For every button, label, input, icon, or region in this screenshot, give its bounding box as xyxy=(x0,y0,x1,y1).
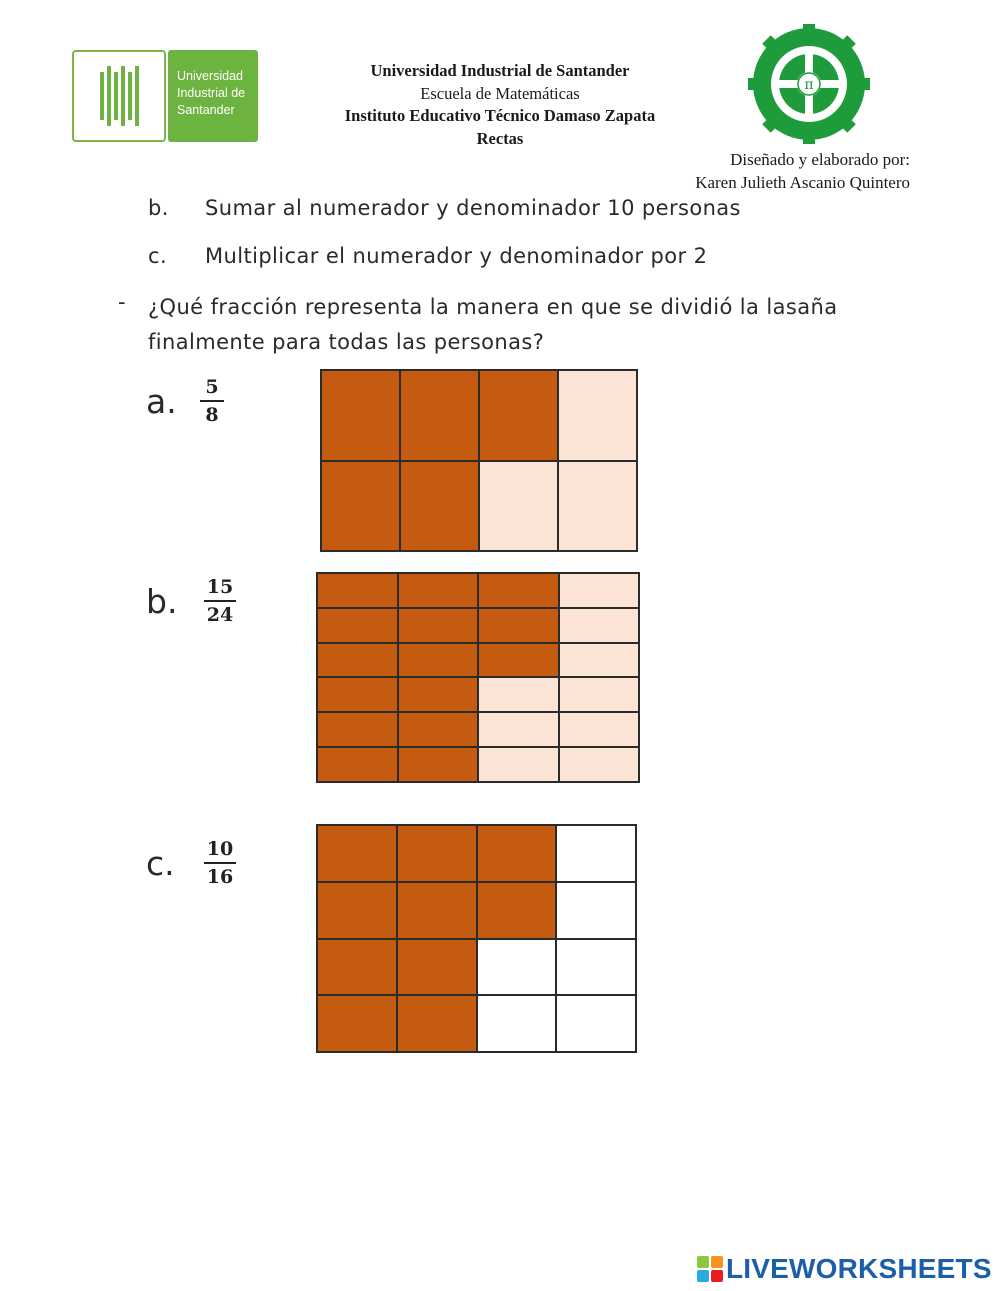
grid-cell-shaded xyxy=(318,748,397,781)
grid-cell-unshaded xyxy=(557,883,635,938)
grid-cell-unshaded xyxy=(478,940,556,995)
grid-cell-unshaded xyxy=(559,462,636,551)
fraction-grid-c[interactable] xyxy=(316,824,637,1053)
grid-cell-unshaded xyxy=(479,678,558,711)
fraction-numerator: 5 xyxy=(205,376,219,398)
grid-cell-unshaded xyxy=(480,462,557,551)
grid-cell-shaded xyxy=(398,940,476,995)
grid-cell-shaded xyxy=(318,574,397,607)
uis-logo-text xyxy=(168,50,258,142)
grid-cell-unshaded xyxy=(560,644,639,677)
grid-cell-shaded xyxy=(399,644,478,677)
grid-cell-unshaded xyxy=(559,371,636,460)
fraction-grid-b[interactable] xyxy=(316,572,640,783)
grid-cell-shaded xyxy=(318,644,397,677)
fraction-bar xyxy=(200,400,224,402)
fraction-5-8 xyxy=(200,376,224,426)
grid-cell-shaded xyxy=(399,678,478,711)
fraction-15-24 xyxy=(204,576,236,626)
liveworksheets-logo xyxy=(697,1253,992,1285)
grid-cell-shaded xyxy=(478,883,556,938)
fraction-bar xyxy=(204,862,236,864)
answer-letter[interactable]: b. xyxy=(146,582,178,621)
grid-cell-shaded xyxy=(399,609,478,642)
fraction-denominator: 8 xyxy=(205,404,219,426)
grid-cell-shaded xyxy=(401,371,478,460)
grid-cell-shaded xyxy=(399,713,478,746)
grid-cell-unshaded xyxy=(560,574,639,607)
fraction-numerator: 15 xyxy=(206,576,234,598)
fraction-denominator: 16 xyxy=(206,866,234,888)
uis-logo-line: Santander xyxy=(177,103,235,117)
grid-cell-shaded xyxy=(318,996,396,1051)
topic-title: Rectas xyxy=(476,128,524,148)
grid-cell-unshaded xyxy=(557,940,635,995)
grid-cell-shaded xyxy=(479,609,558,642)
uis-logo-mark xyxy=(72,50,166,142)
grid-cell-unshaded xyxy=(478,996,556,1051)
grid-cell-shaded xyxy=(322,462,399,551)
grid-cell-unshaded xyxy=(479,748,558,781)
question-bullet: - xyxy=(118,290,126,314)
institute-seal xyxy=(748,24,870,144)
university-name: Universidad Industrial de Santander xyxy=(370,61,630,80)
document-header xyxy=(300,60,700,150)
option-text: Sumar al numerador y denominador 10 personas xyxy=(205,196,741,220)
grid-cell-unshaded xyxy=(557,996,635,1051)
option-letter: b. xyxy=(148,196,169,220)
option-letter: c. xyxy=(148,244,168,268)
grid-cell-unshaded xyxy=(560,748,639,781)
institute-name: Instituto Educativo Técnico Damaso Zapata xyxy=(344,106,656,125)
answer-letter[interactable]: a. xyxy=(146,382,177,421)
grid-cell-shaded xyxy=(480,371,557,460)
answer-letter[interactable]: c. xyxy=(146,844,175,883)
fraction-numerator: 10 xyxy=(206,838,234,860)
grid-cell-shaded xyxy=(322,371,399,460)
uis-logo-line: Industrial de xyxy=(177,86,246,100)
grid-cell-shaded xyxy=(398,883,476,938)
grid-cell-shaded xyxy=(398,826,476,881)
fraction-grid-a[interactable] xyxy=(320,369,638,552)
grid-cell-shaded xyxy=(318,609,397,642)
credits-author: Karen Julieth Ascanio Quintero xyxy=(695,173,910,192)
seal-symbol: π xyxy=(804,77,814,93)
grid-cell-shaded xyxy=(399,748,478,781)
grid-cell-shaded xyxy=(399,574,478,607)
liveworksheets-wordmark: LIVEWORKSHEETS xyxy=(726,1253,992,1284)
grid-cell-shaded xyxy=(479,574,558,607)
fraction-10-16 xyxy=(204,838,236,888)
uis-logo-line: Universidad xyxy=(177,69,244,83)
grid-cell-shaded xyxy=(401,462,478,551)
liveworksheets-icon xyxy=(697,1256,723,1282)
grid-cell-unshaded xyxy=(560,678,639,711)
question-text: ¿Qué fracción representa la manera en que se dividió la lasaña finalmente para todas las personas? xyxy=(148,295,838,354)
grid-cell-unshaded xyxy=(479,713,558,746)
grid-cell-unshaded xyxy=(557,826,635,881)
grid-cell-unshaded xyxy=(560,609,639,642)
grid-cell-shaded xyxy=(398,996,476,1051)
option-text: Multiplicar el numerador y denominador por 2 xyxy=(205,244,708,268)
fraction-bar xyxy=(204,600,236,602)
author-credits xyxy=(610,148,910,194)
fraction-denominator: 24 xyxy=(206,604,234,626)
credits-label: Diseñado y elaborado por: xyxy=(730,150,910,169)
grid-cell-shaded xyxy=(318,940,396,995)
uis-logo xyxy=(72,50,258,142)
grid-cell-shaded xyxy=(318,678,397,711)
school-name: Escuela de Matemáticas xyxy=(420,83,580,103)
grid-cell-shaded xyxy=(478,826,556,881)
grid-cell-unshaded xyxy=(560,713,639,746)
grid-cell-shaded xyxy=(318,883,396,938)
grid-cell-shaded xyxy=(318,713,397,746)
grid-cell-shaded xyxy=(318,826,396,881)
grid-cell-shaded xyxy=(479,644,558,677)
